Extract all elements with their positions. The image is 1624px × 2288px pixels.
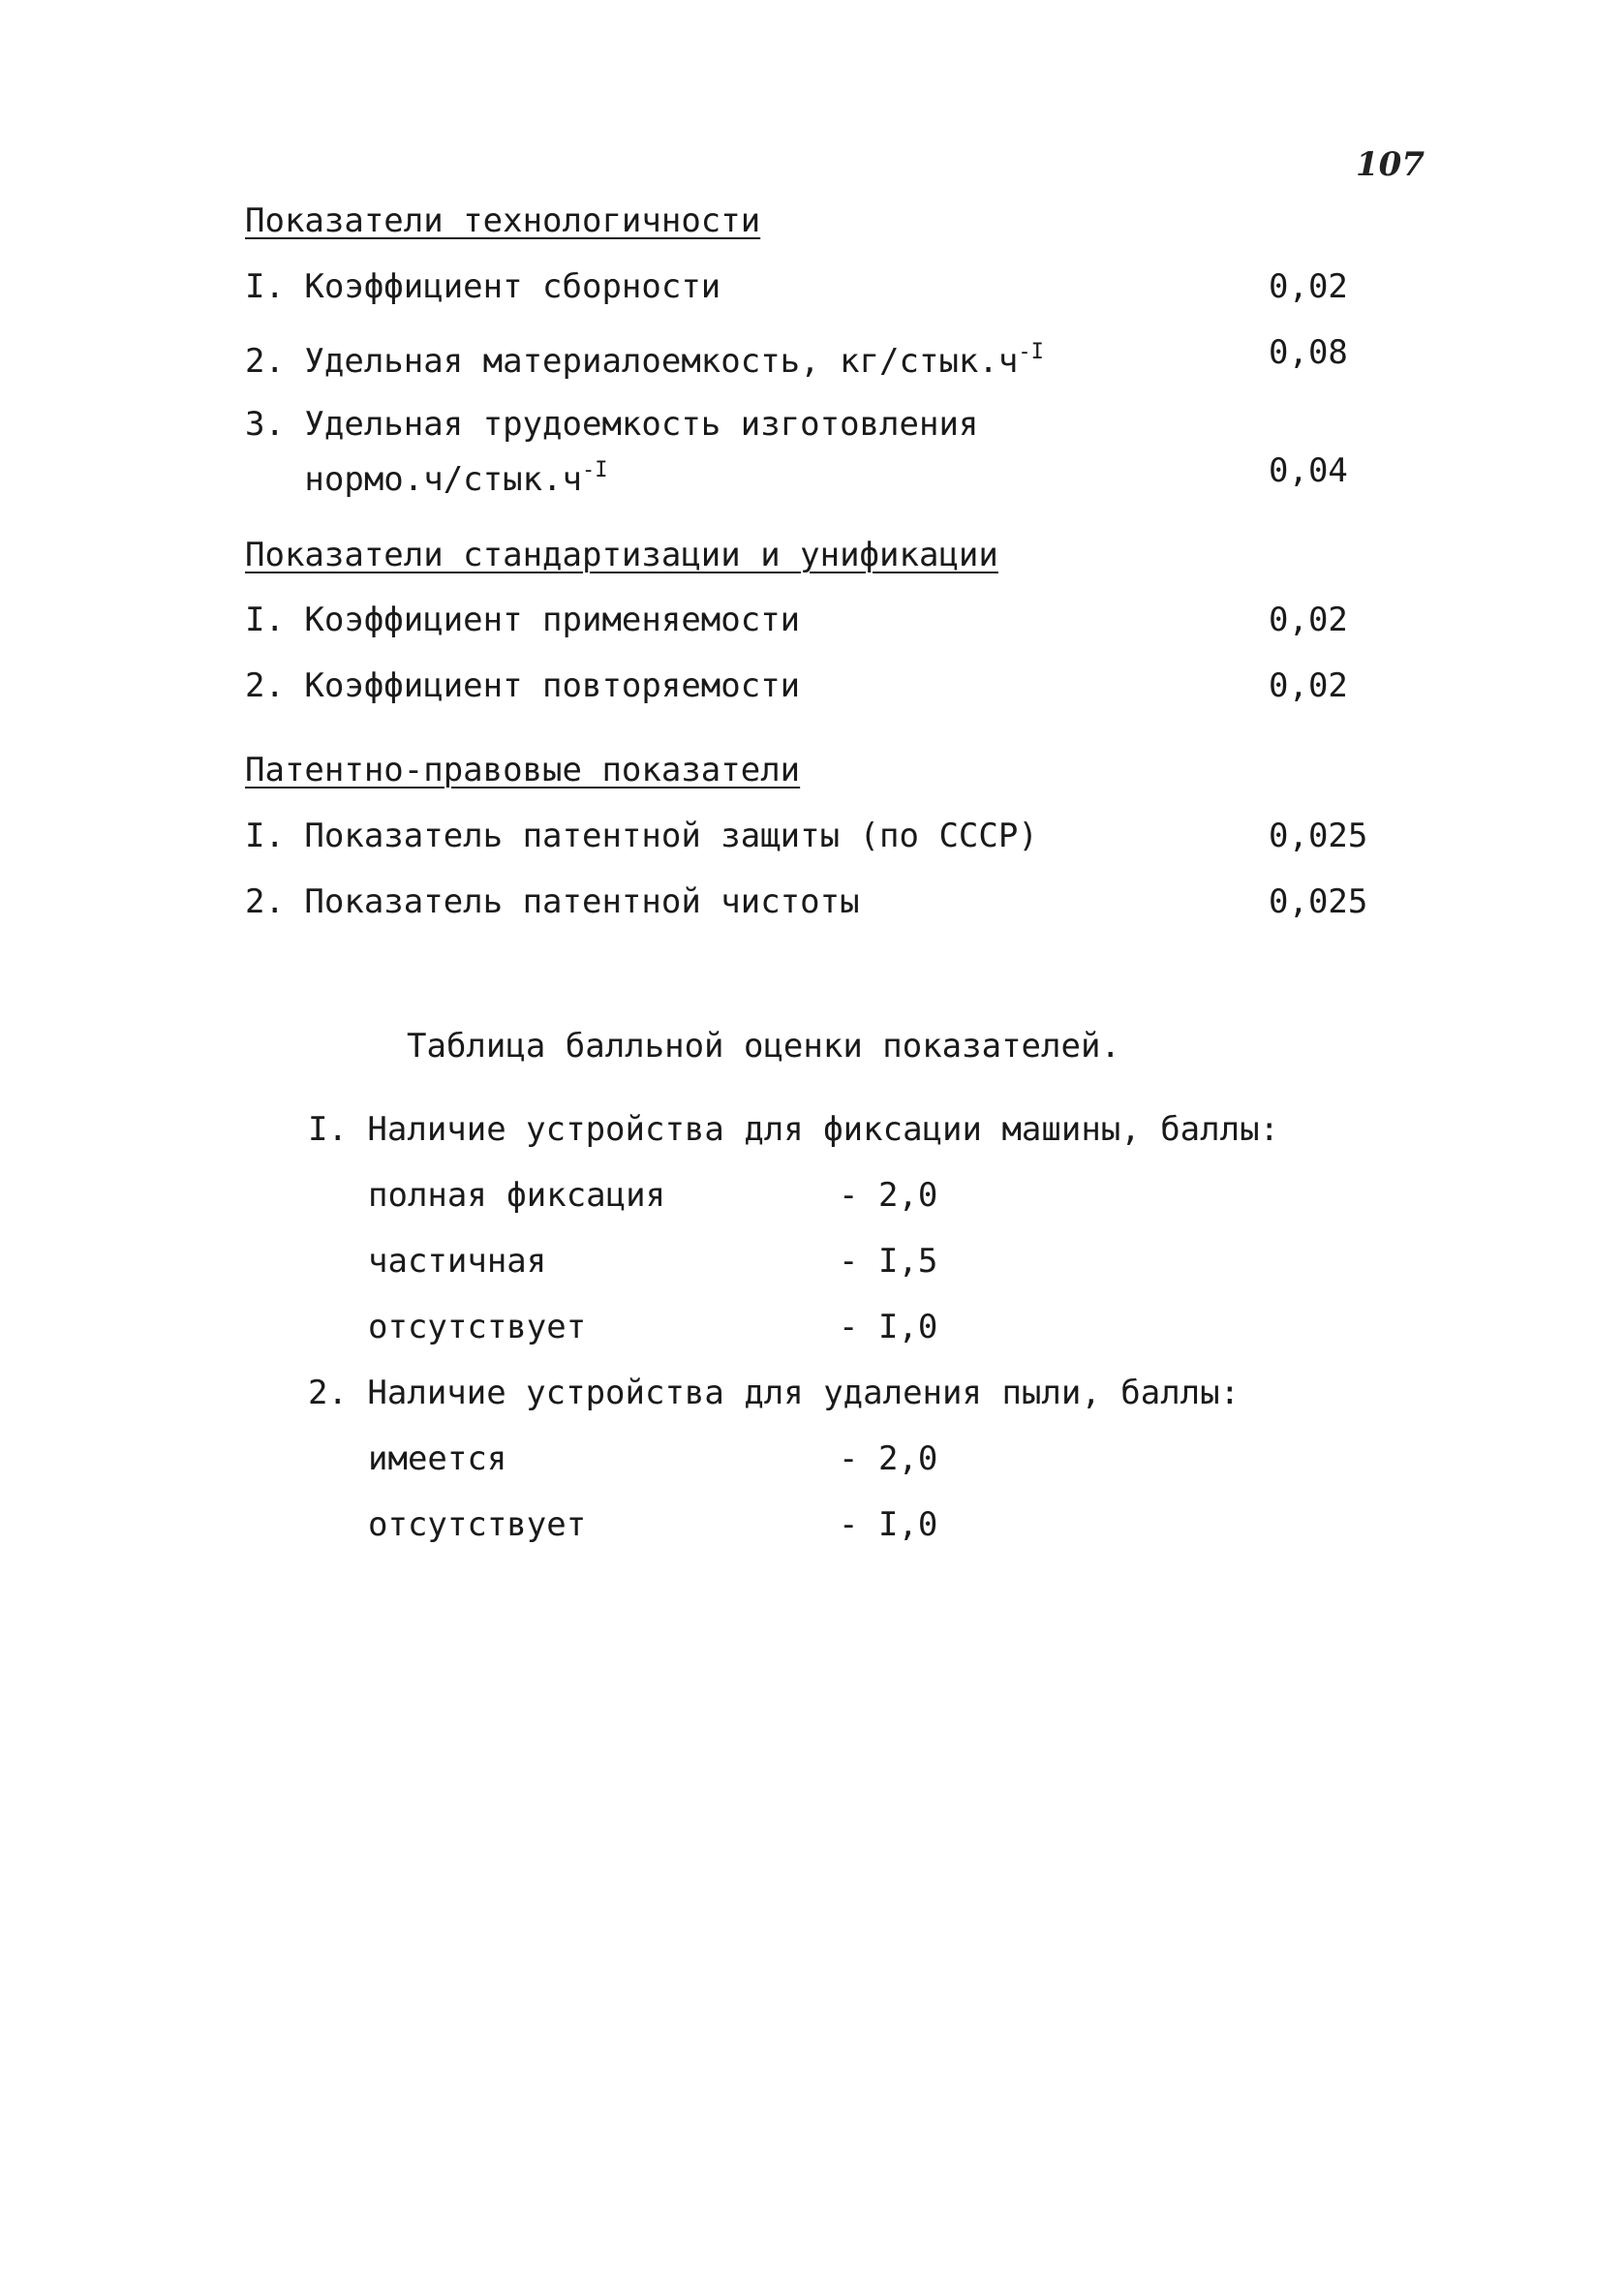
item-value: 0,08 [1269,333,1348,372]
score-option-value: - I,0 [839,1505,938,1544]
score-table-title: Таблица балльной оценки показателей. [407,1027,1120,1066]
list-item-continuation: $нормо.ч/стык.ч^{-I}$ [245,458,608,499]
list-item: I. Коэффициент сборности [245,267,721,306]
item-value: 0,04 [1269,451,1348,490]
score-option-name: имеется [368,1439,507,1478]
score-option-name: отсутствует [368,1505,587,1544]
score-option-value: - 2,0 [839,1439,938,1478]
section-heading-technology: Показатели технологичности [245,201,761,240]
item-value: 0,02 [1269,601,1348,639]
list-item: 3. Удельная трудоемкость изготовления [245,405,979,444]
score-option-value: - I,5 [839,1242,938,1281]
score-option-name: отсутствует [368,1308,587,1346]
score-option-name: полная фиксация [368,1176,666,1215]
item-value: 0,025 [1269,817,1368,855]
score-group-label: 2. Наличие устройства для удаления пыли, баллы: [308,1374,1241,1412]
score-option-name: частичная [368,1242,547,1281]
superscript: -I [1018,340,1044,364]
score-group-label: I. Наличие устройства для фиксации машины, баллы: [308,1110,1280,1149]
superscript: -I [582,458,608,482]
list-item: I. Коэффициент применяемости [245,601,801,639]
score-option-value: - I,0 [839,1308,938,1346]
list-item: 2. Показатель патентной чистоты [245,882,860,921]
section-heading-patent: Патентно-правовые показатели [245,751,801,789]
section-heading-standardization: Показатели стандартизации и унификации [245,536,998,574]
score-option-value: - 2,0 [839,1176,938,1215]
list-item: 2. Удельная материалоемкость, $кг/стык.ч^{-I}$ [245,340,1044,381]
item-value: 0,02 [1269,267,1348,306]
item-value: 0,025 [1269,882,1368,921]
list-item: 2. Коэффициент повторяемости [245,666,801,705]
page-number: 107 [1356,145,1425,184]
list-item: I. Показатель патентной защиты (по СССР) [245,817,1038,855]
item-value: 0,02 [1269,666,1348,705]
